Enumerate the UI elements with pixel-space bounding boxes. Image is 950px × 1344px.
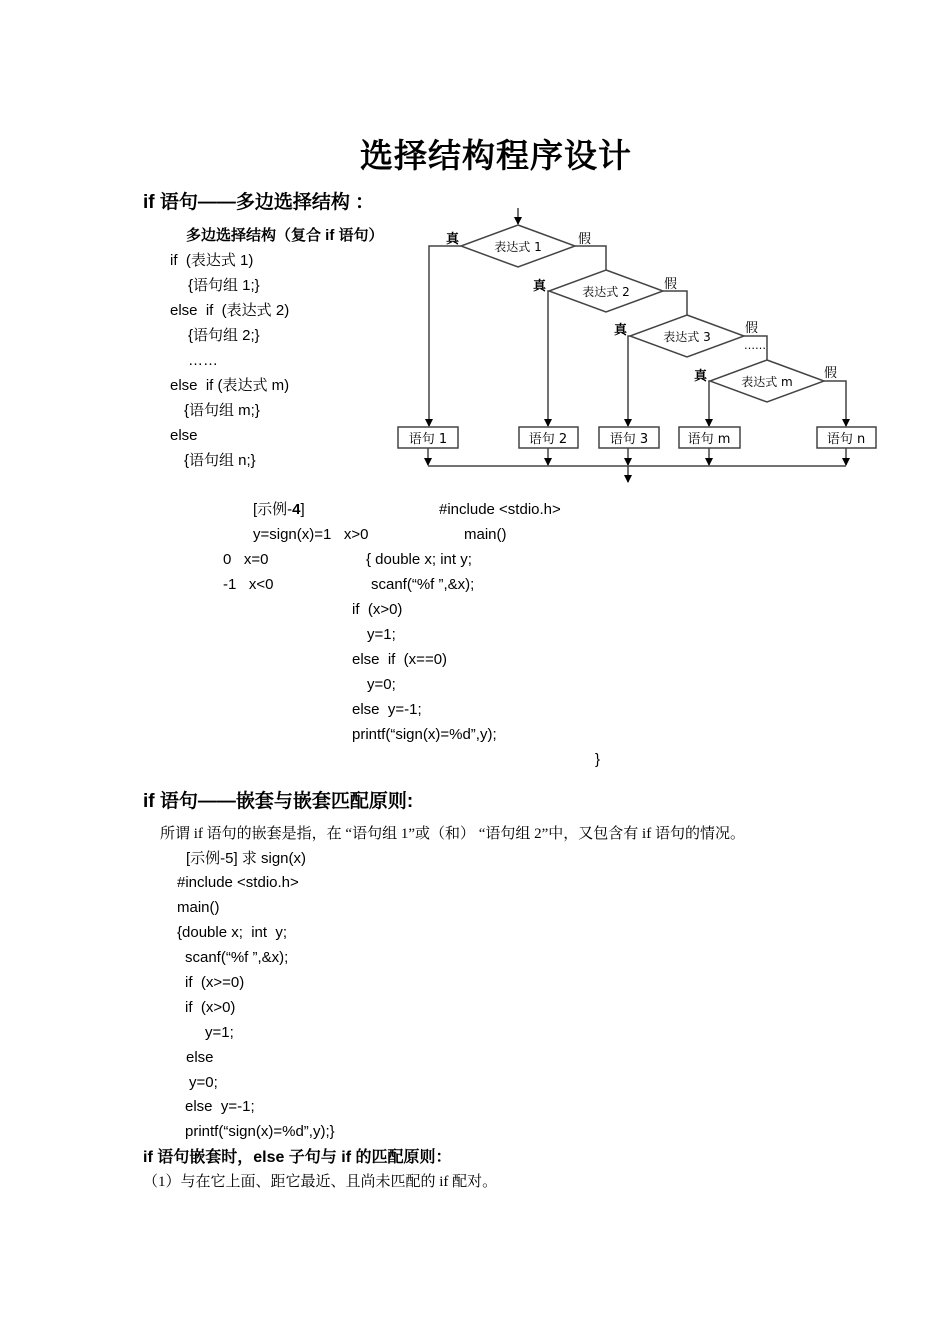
example4-label <box>253 500 305 520</box>
false-label: 假 <box>824 366 838 381</box>
code-line: } <box>595 751 601 768</box>
syntax-line: {语句组 1;} <box>188 277 260 294</box>
code-line: #include <stdio.h> <box>439 501 561 518</box>
page-title: 选择结构程序设计 <box>360 137 632 174</box>
code-line: if (x>0) <box>352 601 403 618</box>
section3-heading: if 语句嵌套时，else 子句与 if 的匹配原则： <box>143 1149 452 1166</box>
example4-case: -1 x<0 <box>223 576 274 593</box>
example4-case: 0 x=0 <box>223 551 269 568</box>
code-line: else y=-1; <box>352 701 422 718</box>
example4-label-suffix: ] <box>300 501 305 518</box>
syntax-line: {语句组 m;} <box>184 402 260 419</box>
code-line: main() <box>464 526 507 543</box>
section2-heading: if 语句——嵌套与嵌套匹配原则: <box>143 791 414 812</box>
code-line: if (x>0) <box>185 999 236 1016</box>
example4-label-prefix: [示例- <box>253 501 293 518</box>
code-line: else y=-1; <box>185 1098 255 1115</box>
code-line: y=0; <box>367 676 396 693</box>
statement-label-1: 语句 1 <box>408 432 448 447</box>
statement-label-3: 语句 3 <box>609 432 649 447</box>
false-label: 假 <box>745 321 759 336</box>
example5-label: [示例-5] 求 sign(x) <box>186 850 307 867</box>
syntax-line: {语句组 n;} <box>184 452 256 469</box>
code-line: printf(“sign(x)=%d”,y); <box>352 726 497 743</box>
code-line: y=1; <box>367 626 396 643</box>
statement-label-n: 语句 n <box>826 432 866 447</box>
code-line: main() <box>177 899 220 916</box>
syntax-line: {语句组 2;} <box>188 327 260 344</box>
true-label: 真 <box>533 279 547 294</box>
condition-label-3: 表达式 3 <box>663 330 711 344</box>
flowchart-ellipsis: …… <box>744 339 766 352</box>
syntax-line: …… <box>188 352 218 369</box>
syntax-line: else if (表达式 m) <box>170 377 290 394</box>
code-line: #include <stdio.h> <box>177 874 299 891</box>
code-line: y=0; <box>189 1074 218 1091</box>
false-label: 假 <box>664 277 678 292</box>
section2-intro: 所谓 if 语句的嵌套是指，在 “语句组 1”或（和） “语句组 2”中，又包含有 if 语句的情况。 <box>160 826 745 842</box>
condition-label-1: 表达式 1 <box>494 240 542 254</box>
section1-heading: if 语句——多边选择结构 ： <box>143 192 375 213</box>
code-line: scanf(“%f ”,&x); <box>185 949 289 966</box>
syntax-line: if (表达式 1) <box>170 252 254 269</box>
condition-label-m: 表达式 m <box>741 375 793 389</box>
flowchart-diagram <box>0 0 950 500</box>
code-line: else if (x==0) <box>352 651 448 668</box>
code-line: {double x; int y; <box>177 924 288 941</box>
section3-rule1: （1）与在它上面、距它最近、且尚未匹配的 if 配对。 <box>143 1174 498 1190</box>
syntax-line: else if (表达式 2) <box>170 302 290 319</box>
false-label: 假 <box>578 232 592 247</box>
code-line: scanf(“%f ”,&x); <box>371 576 475 593</box>
syntax-line: else <box>170 427 198 444</box>
code-line: { double x; int y; <box>366 551 472 568</box>
condition-label-2: 表达式 2 <box>582 285 630 299</box>
code-line: printf(“sign(x)=%d”,y);} <box>185 1123 335 1140</box>
statement-label-2: 语句 2 <box>528 432 568 447</box>
true-label: 真 <box>614 323 628 338</box>
code-line: else <box>186 1049 214 1066</box>
true-label: 真 <box>694 369 708 384</box>
example4-label-num: 4 <box>292 501 301 518</box>
true-label: 真 <box>446 232 460 247</box>
statement-label-m: 语句 m <box>687 432 731 447</box>
syntax-title: 多边选择结构（复合 if 语句） <box>186 227 384 244</box>
code-line: y=1; <box>205 1024 234 1041</box>
example4-formula: y=sign(x)=1 x>0 <box>253 526 369 543</box>
code-line: if (x>=0) <box>185 974 245 991</box>
